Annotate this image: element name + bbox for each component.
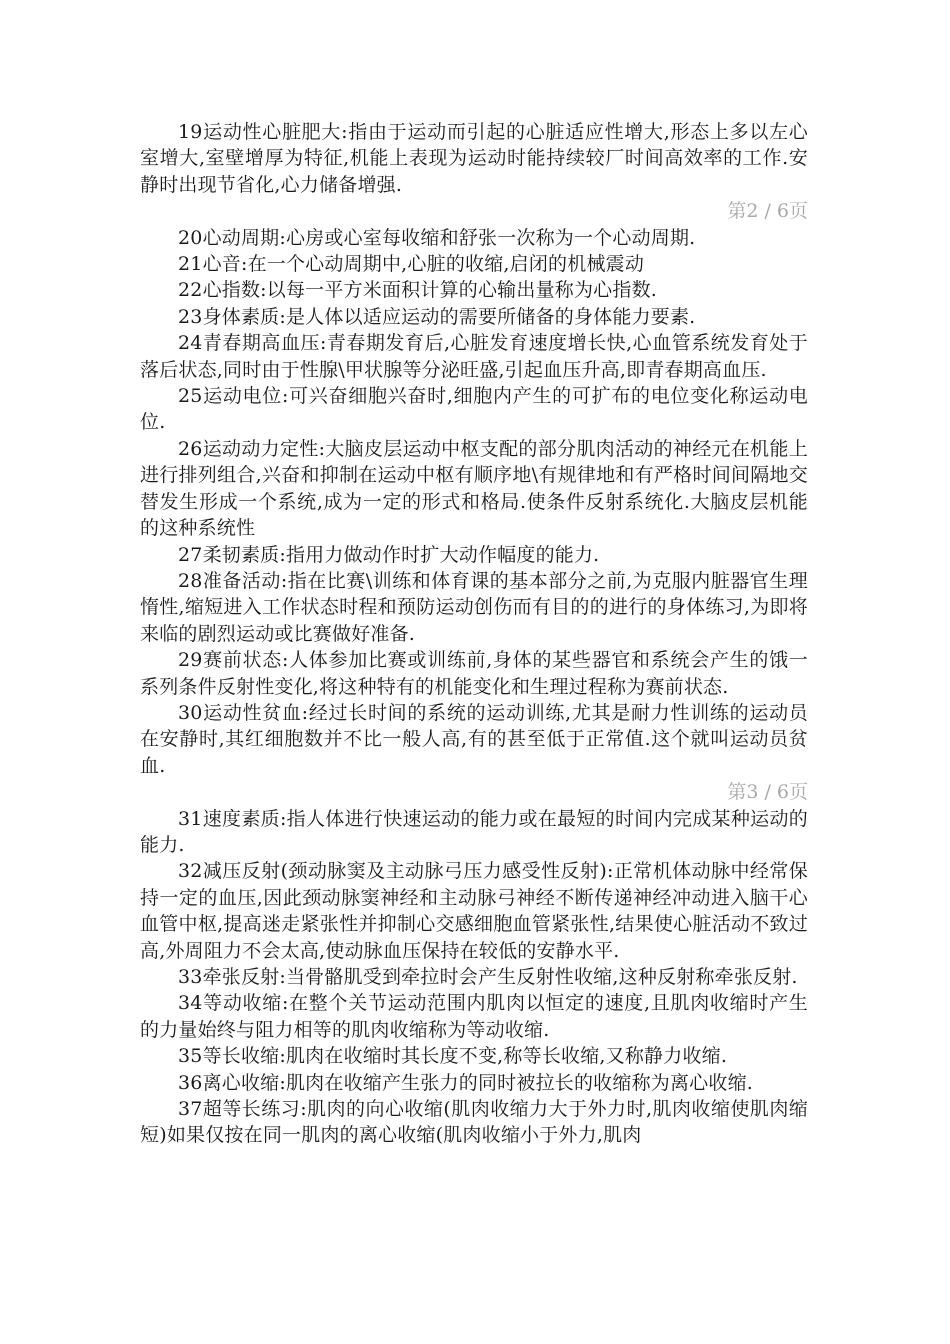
definition-31: 31速度素质:指人体进行快速运动的能力或在最短的时间内完成某种运动的能力. [140, 807, 808, 856]
definition-30: 30运动性贫血:经过长时间的系统的运动训练,尤其是耐力性训练的运动员在安静时,其红细胞数并不比一般人高,有的甚至低于正常值.这个就叫运动员贫血. [140, 701, 808, 777]
definition-37: 37超等长练习:肌肉的向心收缩(肌肉收缩力大于外力时,肌肉收缩使肌肉缩短)如果仅按在同一肌肉的离心收缩(肌肉收缩小于外力,肌肉 [140, 1098, 808, 1147]
definition-21: 21心音:在一个心动周期中,心脏的收缩,启闭的机械震动 [178, 253, 645, 276]
definition-22: 22心指数:以每一平方米面积计算的心输出量称为心指数. [178, 279, 658, 302]
definition-26: 26运动动力定性:大脑皮层运动中枢支配的部分肌肉活动的神经元在机能上进行排列组合,兴奋和抑制在运动中枢有顺序地\有规律地和有严格时间间隔地交替发生形成一个系统,成为一定的形式和格局.使条件反射系统化.大脑皮层机能的这种系统性 [140, 437, 808, 540]
definition-34: 34等动收缩:在整个关节运动范围内肌肉以恒定的速度,且肌肉收缩时产生的力量始终与阻力相等的肌肉收缩称为等动收缩. [140, 992, 808, 1041]
definition-19: 19运动性心脏肥大:指由于运动而引起的心脏适应性增大,形态上多以左心室增大,室壁增厚为特征,机能上表现为运动时能持续较厂时间高效率的工作.安静时出现节省化,心力储备增强. [140, 121, 808, 196]
document-page [140, 119, 808, 1149]
definition-20: 20心动周期:心房或心室每收缩和舒张一次称为一个心动周期. [178, 226, 696, 249]
definition-29: 29赛前状态:人体参加比赛或训练前,身体的某些器官和系统会产生的饿一系列条件反射性变化,将这种特有的机能变化和生理过程称为赛前状态. [140, 649, 808, 698]
definition-28: 28准备活动:指在比赛\训练和体育课的基本部分之前,为克服内脏器官生理惰性,缩短进入工作状态时程和预防运动创伤而有目的的进行的身体练习,为即将来临的剧烈运动或比赛做好准备. [140, 569, 808, 645]
definition-35: 35等长收缩:肌肉在收缩时其长度不变,称等长收缩,又称静力收缩. [178, 1045, 728, 1068]
definition-24: 24青春期高血压:青春期发育后,心脏发育速度增长快,心血管系统发育处于落后状态,同时由于性腺\甲状腺等分泌旺盛,引起血压升高,即青春期高血压. [140, 332, 808, 381]
definition-32: 32减压反射(颈动脉窦及主动脉弓压力感受性反射):正常机体动脉中经常保持一定的血压,因此颈动脉窦神经和主动脉弓神经不断传递神经冲动进入脑干心血管中枢,提高迷走紧张性并抑制心交感细胞血管紧张性,结果使心脏活动不致过高,外周阻力不会太高,使动脉血压保持在较低的安静水平. [140, 860, 808, 962]
definition-25: 25运动电位:可兴奋细胞兴奋时,细胞内产生的可扩布的电位变化称运动电位. [140, 385, 808, 434]
definition-33: 33牵张反射:当骨骼肌受到牵拉时会产生反射性收缩,这种反射称牵张反射. [178, 966, 798, 988]
page-number-2: 第2 / 6页 [727, 200, 808, 223]
definition-27: 27柔韧素质:指用力做动作时扩大动作幅度的能力. [178, 543, 600, 566]
page-number-3: 第3 / 6页 [727, 781, 808, 804]
definition-23: 23身体素质:是人体以适应运动的需要所储备的身体能力要素. [178, 305, 696, 328]
definition-36: 36离心收缩:肌肉在收缩产生张力的同时被拉长的收缩称为离心收缩. [178, 1071, 754, 1094]
